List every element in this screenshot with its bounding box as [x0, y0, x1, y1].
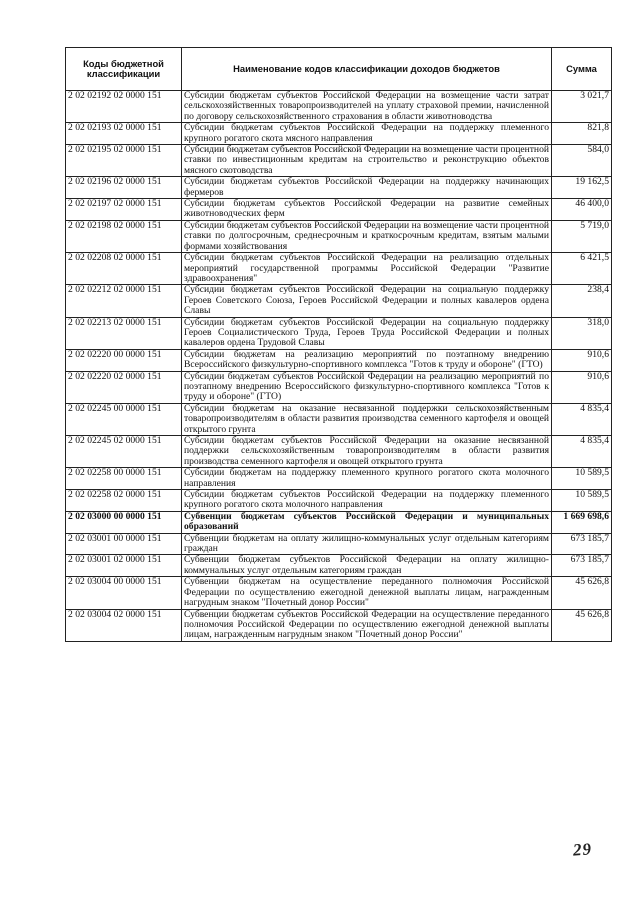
table-row	[66, 285, 612, 317]
code-cell: 2 02 02196 02 0000 151	[66, 177, 182, 199]
table-body	[66, 91, 612, 642]
name-cell: Субсидии бюджетам субъектов Российской Федерации на возмещение части затрат сельскохозяйственных товаропроизводителей на уплату страховой премии, начисленной по договору сельскохозяйственного страхования в области животноводства	[182, 91, 552, 123]
sum-cell: 5 719,0	[552, 220, 612, 252]
sum-cell: 673 185,7	[552, 555, 612, 577]
table-row	[66, 199, 612, 221]
name-cell: Субвенции бюджетам на осуществление переданного полномочия Российской Федерации по осуществлению ежегодной денежной выплаты лицам, награжденным нагрудным знаком "Почетный донор России"	[182, 577, 552, 609]
name-cell: Субсидии бюджетам на оказание несвязанной поддержки сельскохозяйственным товаропроизводителям в области развития производства семенного картофеля и овощей открытого грунта	[182, 403, 552, 435]
sum-cell: 821,8	[552, 123, 612, 145]
table-row	[66, 317, 612, 349]
table-row	[66, 468, 612, 490]
code-cell: 2 02 03000 00 0000 151	[66, 511, 182, 533]
name-cell: Субсидии бюджетам субъектов Российской Федерации на реализацию отдельных мероприятий государственной программы Российской Федерации "Развитие здравоохранения"	[182, 253, 552, 285]
name-cell: Субвенции бюджетам субъектов Российской Федерации и муниципальных образований	[182, 511, 552, 533]
header-code: Коды бюджетной классификации	[66, 48, 182, 91]
code-cell: 2 02 02258 00 0000 151	[66, 468, 182, 490]
table-row	[66, 371, 612, 403]
code-cell: 2 02 02197 02 0000 151	[66, 199, 182, 221]
table-row	[66, 91, 612, 123]
page-number: 29	[572, 839, 593, 860]
code-cell: 2 02 02258 02 0000 151	[66, 490, 182, 512]
table-row	[66, 220, 612, 252]
header-sum: Сумма	[552, 48, 612, 91]
code-cell: 2 02 02213 02 0000 151	[66, 317, 182, 349]
name-cell: Субсидии бюджетам субъектов Российской Федерации на социальную поддержку Героев Социалистического Труда, Героев Труда Российской Федерации и полных кавалеров ордена Трудовой Славы	[182, 317, 552, 349]
code-cell: 2 02 02220 00 0000 151	[66, 349, 182, 371]
table-row	[66, 403, 612, 435]
sum-cell: 910,6	[552, 371, 612, 403]
sum-cell: 46 400,0	[552, 199, 612, 221]
name-cell: Субсидии бюджетам субъектов Российской Федерации на оказание несвязанной поддержки сельскохозяйственным товаропроизводителям в области развития производства семенного картофеля и овощей открытого грунта	[182, 436, 552, 468]
table-row	[66, 609, 612, 641]
code-cell: 2 02 02208 02 0000 151	[66, 253, 182, 285]
code-cell: 2 02 02195 02 0000 151	[66, 145, 182, 177]
sum-cell: 673 185,7	[552, 533, 612, 555]
sum-cell: 6 421,5	[552, 253, 612, 285]
sum-cell: 1 669 698,6	[552, 511, 612, 533]
code-cell: 2 02 02212 02 0000 151	[66, 285, 182, 317]
code-cell: 2 02 03004 00 0000 151	[66, 577, 182, 609]
table-row	[66, 177, 612, 199]
code-cell: 2 02 02245 02 0000 151	[66, 436, 182, 468]
sum-cell: 4 835,4	[552, 403, 612, 435]
sum-cell: 910,6	[552, 349, 612, 371]
code-cell: 2 02 02193 02 0000 151	[66, 123, 182, 145]
name-cell: Субсидии бюджетам субъектов Российской Федерации на возмещение части процентной ставки по долгосрочным, среднесрочным и краткосрочным кредитам, взятым малыми формами хозяйствования	[182, 220, 552, 252]
sum-cell: 10 589,5	[552, 468, 612, 490]
name-cell: Субсидии бюджетам субъектов Российской Федерации на поддержку племенного крупного рогатого скота молочного направления	[182, 490, 552, 512]
sum-cell: 45 626,8	[552, 609, 612, 641]
table-row	[66, 577, 612, 609]
table-row	[66, 253, 612, 285]
table-row	[66, 145, 612, 177]
code-cell: 2 02 03001 02 0000 151	[66, 555, 182, 577]
name-cell: Субвенции бюджетам субъектов Российской Федерации на оплату жилищно-коммунальных услуг отдельным категориям граждан	[182, 555, 552, 577]
name-cell: Субвенции бюджетам на оплату жилищно-коммунальных услуг отдельным категориям граждан	[182, 533, 552, 555]
budget-revenue-table	[65, 47, 612, 642]
sum-cell: 3 021,7	[552, 91, 612, 123]
sum-cell: 4 835,4	[552, 436, 612, 468]
table-row	[66, 436, 612, 468]
table-row	[66, 533, 612, 555]
code-cell: 2 02 02220 02 0000 151	[66, 371, 182, 403]
name-cell: Субсидии бюджетам на поддержку племенного крупного рогатого скота молочного направления	[182, 468, 552, 490]
header-name: Наименование кодов классификации доходов бюджетов	[182, 48, 552, 91]
table-row	[66, 555, 612, 577]
sum-cell: 10 589,5	[552, 490, 612, 512]
name-cell: Субсидии бюджетам субъектов Российской Федерации на поддержку начинающих фермеров	[182, 177, 552, 199]
sum-cell: 238,4	[552, 285, 612, 317]
code-cell: 2 02 02192 02 0000 151	[66, 91, 182, 123]
name-cell: Субсидии бюджетам субъектов Российской Федерации на возмещение части процентной ставки по инвестиционным кредитам на строительство и реконструкцию объектов мясного скотоводства	[182, 145, 552, 177]
code-cell: 2 02 02245 00 0000 151	[66, 403, 182, 435]
sum-cell: 584,0	[552, 145, 612, 177]
sum-cell: 318,0	[552, 317, 612, 349]
code-cell: 2 02 03004 02 0000 151	[66, 609, 182, 641]
name-cell: Субсидии бюджетам на реализацию мероприятий по поэтапному внедрению Всероссийского физкультурно-спортивного комплекса "Готов к труду и обороне" (ГТО)	[182, 349, 552, 371]
name-cell: Субсидии бюджетам субъектов Российской Федерации на социальную поддержку Героев Советского Союза, Героев Российской Федерации и полных кавалеров ордена Славы	[182, 285, 552, 317]
name-cell: Субвенции бюджетам субъектов Российской Федерации на осуществление переданного полномочия Российской Федерации по осуществлению ежегодной денежной выплаты лицам, награжденным нагрудным знаком "Почетный донор России"	[182, 609, 552, 641]
table-header-row	[66, 48, 612, 91]
table-row	[66, 490, 612, 512]
sum-cell: 19 162,5	[552, 177, 612, 199]
table-row	[66, 123, 612, 145]
sum-cell: 45 626,8	[552, 577, 612, 609]
table-row	[66, 511, 612, 533]
name-cell: Субсидии бюджетам субъектов Российской Федерации на поддержку племенного крупного рогатого скота мясного направления	[182, 123, 552, 145]
name-cell: Субсидии бюджетам субъектов Российской Федерации на реализацию мероприятий по поэтапному внедрению Всероссийского физкультурно-спортивного комплекса "Готов к труду и обороне" (ГТО)	[182, 371, 552, 403]
name-cell: Субсидии бюджетам субъектов Российской Федерации на развитие семейных животноводческих ферм	[182, 199, 552, 221]
code-cell: 2 02 03001 00 0000 151	[66, 533, 182, 555]
code-cell: 2 02 02198 02 0000 151	[66, 220, 182, 252]
table-row	[66, 349, 612, 371]
